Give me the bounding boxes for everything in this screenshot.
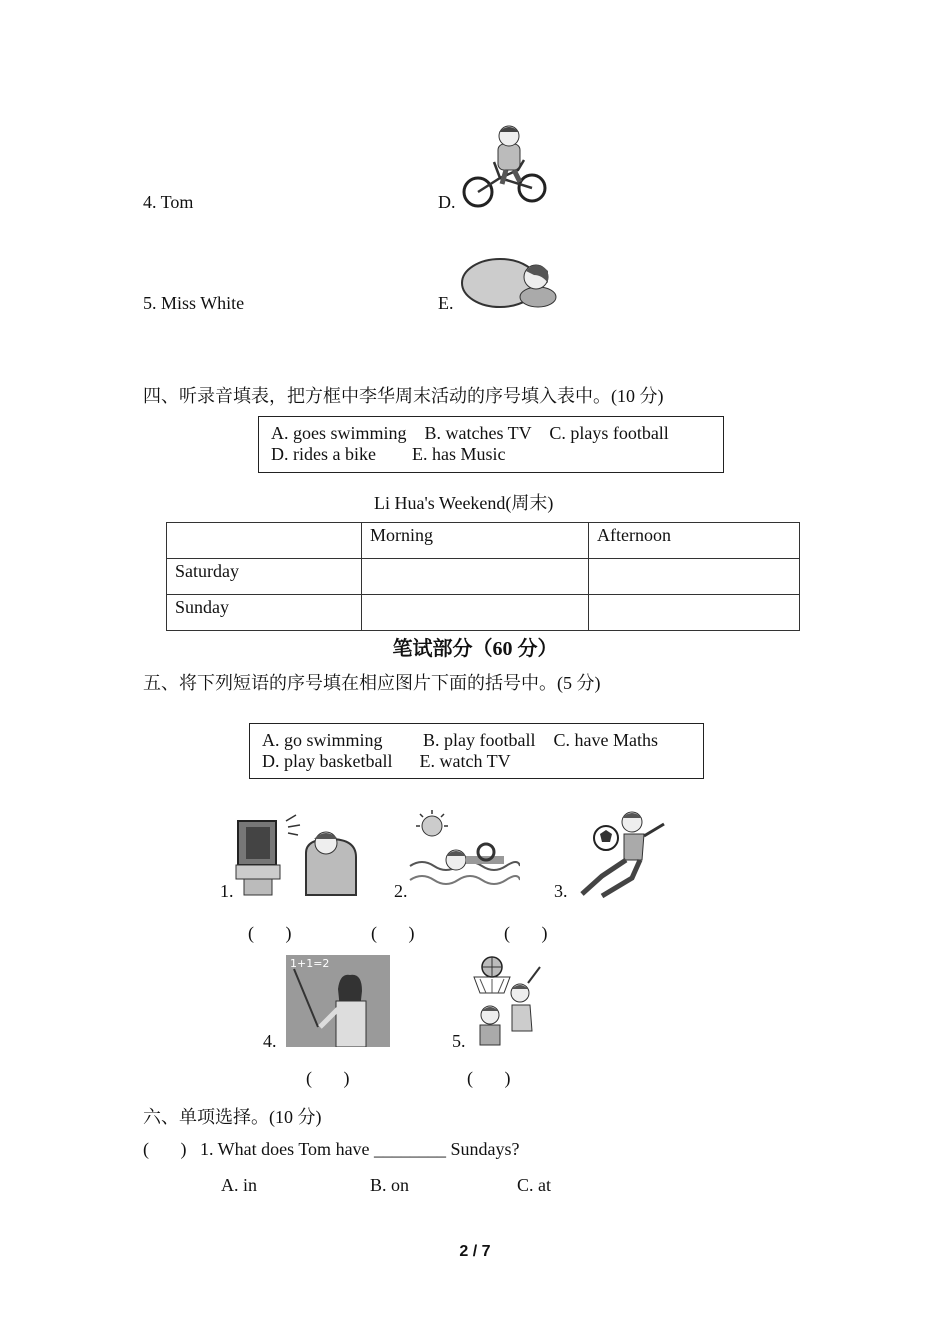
question-1-option-b: B. on: [370, 1175, 410, 1195]
boy-riding-bike-illustration: [462, 122, 550, 212]
pic-label-4: 4.: [263, 1031, 277, 1051]
teacher-maths-class-illustration: [286, 955, 390, 1047]
section-5-heading: 五、将下列短语的序号填在相应图片下面的括号中。(5 分): [143, 673, 601, 693]
section-5-choices-line-2: D. play basketball E. watch TV: [262, 751, 511, 771]
table-header-morning: Morning: [362, 523, 589, 559]
section-5-choices-line-1: A. go swimming B. play football C. have Maths: [262, 730, 658, 750]
pic-label-2: 2.: [394, 881, 408, 901]
answer-blank-3[interactable]: ( ): [504, 923, 548, 943]
section-4-choices-line-2: D. rides a bike E. has Music: [271, 444, 506, 464]
weekend-table-title: Li Hua's Weekend(周末): [374, 493, 554, 513]
question-1-answer-blank[interactable]: ( ): [143, 1139, 187, 1159]
answer-blank-1[interactable]: ( ): [248, 923, 292, 943]
section-6-heading: 六、单项选择。(10 分): [143, 1107, 322, 1127]
section-4-choices-line-1: A. goes swimming B. watches TV C. plays football: [271, 423, 669, 443]
question-1-option-a: A. in: [221, 1175, 257, 1195]
boy-playing-football-illustration: [572, 808, 672, 900]
answer-blank-5[interactable]: ( ): [467, 1068, 511, 1088]
table-header-row: [167, 523, 800, 559]
table-cell-saturday-afternoon[interactable]: [589, 559, 800, 595]
kids-playing-basketball-illustration: [470, 955, 550, 1049]
page-number: 2 / 7: [459, 1243, 491, 1260]
table-cell-sunday-afternoon[interactable]: [589, 595, 800, 631]
table-row: [167, 595, 800, 631]
answer-blank-2[interactable]: ( ): [371, 923, 415, 943]
table-row-label-sunday: Sunday: [167, 595, 362, 631]
match-item-5-label: 5. Miss White: [143, 293, 245, 313]
table-cell-sunday-morning[interactable]: [362, 595, 589, 631]
pic-label-5: 5.: [452, 1031, 466, 1051]
boy-swimming-illustration: [408, 810, 520, 896]
pic-label-1: 1.: [220, 881, 234, 901]
girl-sleeping-illustration: [460, 255, 558, 311]
question-1-text: 1. What does Tom have ________ Sundays?: [200, 1139, 520, 1159]
table-row: [167, 559, 800, 595]
section-4-heading: 四、听录音填表，把方框中李华周末活动的序号填入表中。(10 分): [143, 386, 664, 406]
table-row-label-saturday: Saturday: [167, 559, 362, 595]
question-1-option-c: C. at: [517, 1175, 551, 1195]
weekend-table: [166, 522, 800, 631]
match-option-d-label: D.: [438, 192, 456, 212]
table-header-afternoon: Afternoon: [589, 523, 800, 559]
match-option-e-label: E.: [438, 293, 454, 313]
section-5-choices-box: [249, 723, 704, 779]
written-part-title: 笔试部分（60 分）: [392, 638, 558, 660]
blackboard-text: 1+1=2: [290, 957, 330, 970]
table-cell-saturday-morning[interactable]: [362, 559, 589, 595]
answer-blank-4[interactable]: ( ): [306, 1068, 350, 1088]
section-4-choices-box: [258, 416, 724, 473]
girl-watching-tv-illustration: [234, 813, 362, 899]
pic-label-3: 3.: [554, 881, 568, 901]
match-item-4-label: 4. Tom: [143, 192, 194, 212]
table-header-cell: [167, 523, 362, 559]
